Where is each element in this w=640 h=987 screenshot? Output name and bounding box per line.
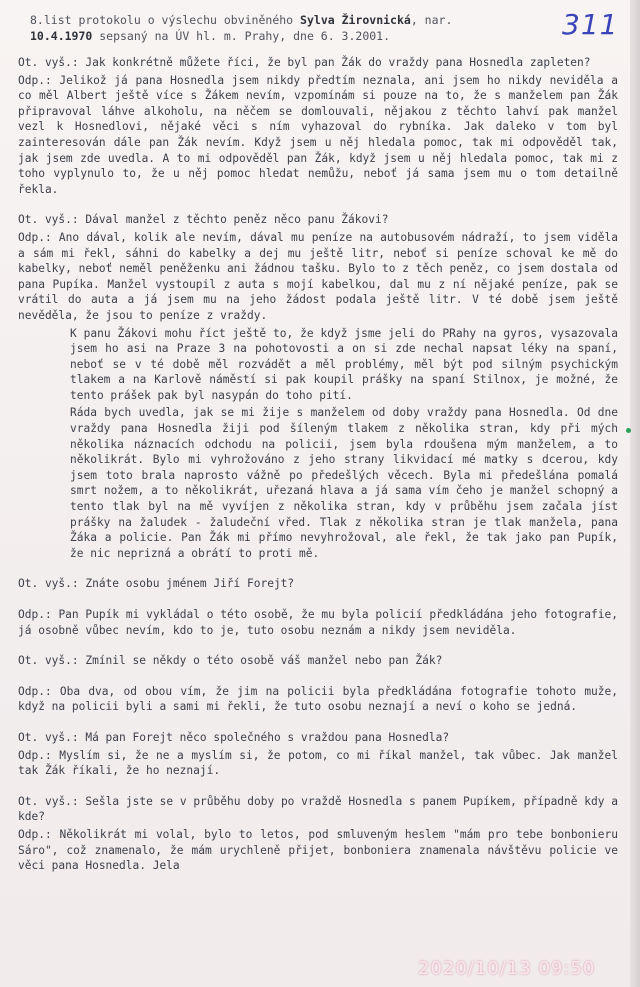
answer-5: Odp.: Myslím si, že ne a myslím si, že potom, co mi říkal manžel, tak vůbec. Jak manžel tak Žák říkali, že ho neznají. bbox=[18, 748, 618, 778]
page-binding-edge bbox=[630, 0, 640, 987]
question-2: Ot. vyš.: Dával manžel z těchto peněz něco panu Žákovi? bbox=[18, 213, 389, 227]
protocol-header bbox=[30, 12, 610, 44]
photo-timestamp: 2020/10/13 09:50 bbox=[418, 958, 596, 979]
answer-2-paragraph-2: K panu Žákovi mohu říct ještě to, že když jsme jeli do PRahy na gyros, vysazovala jsem ho asi na Praze 3 na pohotovosti a on si zde nechal napsat léky na spaní, neboť se v té době měl rozvádět a měl problémy, měl být pod silným psychickým tlakem a na Karlově náměstí si pak koupil prášky na spaní Stilnox, je možné, že tento prášek pak byl nasypán do toho pití. bbox=[70, 326, 618, 402]
header-line-2: 10.4.1970 sepsaný na ÚV hl. m. Prahy, dne 6. 3.2001. bbox=[30, 29, 391, 43]
header-line-1: 8.list protokolu o výslechu obviněného Sylva Žirovnická, nar. bbox=[30, 13, 453, 27]
birth-date: 10.4.1970 bbox=[30, 29, 93, 43]
green-margin-mark bbox=[626, 428, 631, 433]
handwritten-page-number: 311 bbox=[562, 8, 619, 41]
answer-2: Odp.: Ano dával, kolik ale nevím, dával mu peníze na autobusovém nádraží, to jsem viděla a sám mi řekl, sáhni do kabelky a dej mu ještě litr, neboť si peníze schoval ke mě do kabelky, neboť neměl peněženku ani žádnou tašku. Bylo to z těch peněz, co jsem dostala od pana Pupíka. Manžel vystoupil z auta s mojí kabelkou, dal mu z ní nějaké peníze, pak se vrátil do auta a já jsem mu na jeho žádost podala ještě litr. V té době jsem ještě nevěděla, že jsou to peníze z vraždy. bbox=[18, 230, 618, 322]
answer-2-paragraph-3: Ráda bych uvedla, jak se mi žije s manželem od doby vraždy pana Hosnedla. Od dne vraždy pana Hosnedla žiji pod šíleným tlakem z několika stran, kdy při mých několika náznacích odchodu na policii, jsem byla rdoušena mým manželem, a to několikrát. Bylo mi vyhrožováno z jeho strany likvidací mé matky s dcerou, kdy jsem toto brala naprosto vážně po předešlých věcech. Byla mi předešlána pomalá smrt nožem, a to několikrát, uřezaná hlava a já sama vím čeho je manžel schopný a tento tlak byl na mě vyvíjen z několika stran, kdy v průběhu jsem začala jíst prášky na žaludek - žaludeční vřed. Tlak z několika stran je tlak manžela, pana Žáka a policie. Pan Žák mi přímo nevyhrožoval, ale řekl, že tak jako pan Pupík, že nic neprizná a obrátí to proti mě. bbox=[70, 406, 618, 560]
question-4: Ot. vyš.: Zmínil se někdy o této osobě váš manžel nebo pan Žák? bbox=[18, 654, 443, 668]
answer-1: Odp.: Jelikož já pana Hosnedla jsem nikdy předtím neznala, ani jsem ho nikdy neviděla a co měl Albert ještě více s Žákem nevím, vzpomínám si pouze na to, že s manželem pan Žák připravoval láhve alkoholu, na něčem se domlouvali, nějakou z těchto lahví pak manžel vezl k Hosnedlovi, nějaké věci s ním vyhazoval do rybníka. Jak daleko v tom byl zainteresován dále pan Žák nevím. Když jsem u něj hledala pomoc, tak mi odpověděl tak, jak jsem zde uvedla. A to mi odpověděl pan Žák, když jsem u něj hledala pomoc, tak mi z toho vyplynulo to, že u něj pomoc hledat nemůžu, neboť já sama jsem mu o tom detailně řekla. bbox=[18, 73, 618, 196]
question-5: Ot. vyš.: Má pan Forejt něco společného s vraždou pana Hosnedla? bbox=[18, 730, 450, 744]
answer-3: Odp.: Pan Pupík mi vykládal o této osobě, že mu byla policií předkládána jeho fotografie, já osobně vůbec nevím, kdo to je, tuto osobu neznám a nikdy jsem neviděla. bbox=[18, 608, 618, 637]
answer-6: Odp.: Několikrát mi volal, bylo to letos, pod smluveným heslem "mám pro tebe bonbonieru Sáro", což znamenalo, že mám urychleně přijet, bonboniera znamenala návštěvu policie ve věci pana Hosnedla. Jela bbox=[18, 827, 618, 873]
answer-4: Odp.: Oba dva, od obou vím, že jim na policii byla předkládána fotografie tohoto muže, když na policii byli a sami mi řekli, že tuto osobu neznají a neví o koho se jedná. bbox=[18, 684, 618, 714]
accused-name: Sylva Žirovnická bbox=[300, 13, 411, 27]
question-6: Ot. vyš.: Sešla jste se v průběhu doby po vraždě Hosnedla s panem Pupíkem, případně kdy a kde? bbox=[18, 794, 618, 824]
question-1: Ot. vyš.: Jak konkrétně můžete říci, že byl pan Žák do vraždy pana Hosnedla zapleten? bbox=[18, 56, 591, 69]
interrogation-text bbox=[18, 55, 618, 876]
question-3: Ot. vyš.: Znáte osobu jménem Jiří Forejt? bbox=[18, 577, 295, 591]
